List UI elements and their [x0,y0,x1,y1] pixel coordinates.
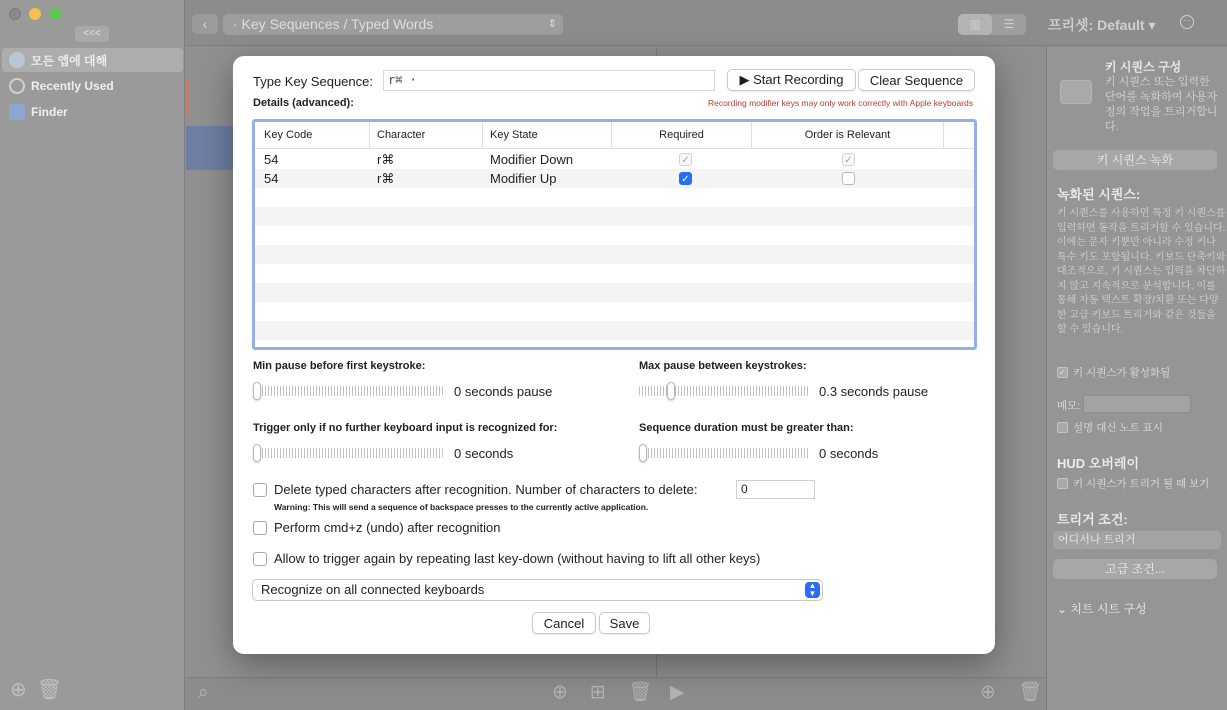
start-recording-button[interactable]: ▶ Start Recording [727,69,856,91]
cheatsheet-section[interactable] [1057,600,1147,617]
duration-value: 0 seconds [819,446,879,461]
column-key-state[interactable]: Key State [483,122,612,149]
hud-checkbox[interactable] [1057,476,1209,491]
list-view-icon[interactable]: ☰ [1003,17,1015,31]
cell-character: r⌘ [377,152,395,167]
checkbox-icon [1057,422,1068,433]
trigger-heading: 트리거 조건: [1057,512,1128,527]
min-pause-value: 0 seconds pause [454,384,553,399]
search-icon[interactable]: ⌕ [198,682,209,703]
duration-slider[interactable] [639,448,809,458]
key-sequence-icon [1060,80,1092,104]
add-app-icon[interactable]: ⊕ [10,679,27,701]
add-action-icon[interactable]: ⊕ [980,682,996,703]
table-row [255,302,974,321]
table-row [255,321,974,340]
sidebar [0,0,185,710]
undo-label: Perform cmd+z (undo) after recognition [274,520,501,535]
cheatsheet-label: 치트 시트 구성 [1070,602,1147,616]
max-pause-title: Max pause between keystrokes: [639,360,807,372]
key-sequence-field[interactable]: r⌘ · [383,70,715,91]
sidebar-item-finder[interactable] [2,100,183,124]
play-icon[interactable]: ▶ [670,682,685,703]
cell-character: r⌘ [377,171,395,186]
trigger-only-slider[interactable] [253,448,443,458]
allow-repeat-label: Allow to trigger again by repeating last key-down (without having to lift all other keys) [274,551,761,566]
view-toggle[interactable] [958,14,1026,35]
save-button[interactable]: Save [599,612,650,634]
order-relevant-checkbox[interactable] [842,172,855,185]
cell-key-state: Modifier Down [490,152,574,167]
required-checkbox: ✓ [679,153,692,166]
trigger-only-value: 0 seconds [454,446,514,461]
column-required[interactable]: Required [612,122,752,149]
recorded-heading: 녹화된 시퀀스: [1057,187,1141,202]
list-row-accent [186,80,190,116]
config-panel [1046,47,1227,710]
delete-action-icon[interactable]: 🗑 [1018,682,1043,703]
sequence-table[interactable] [252,119,977,350]
selected-trigger-row[interactable] [186,126,236,170]
checkbox-icon [253,483,267,497]
back-button[interactable]: ‹ [192,14,218,34]
table-row[interactable] [255,150,974,169]
sidebar-footer [10,677,62,702]
type-key-sequence-label: Type Key Sequence: [253,74,373,89]
keyboard-select-label: Recognize on all connected keyboards [261,582,485,597]
checkbox-icon [1057,478,1068,489]
preset-menu[interactable]: 프리셋: Default ▾ [1048,17,1156,33]
chevron-updown-icon: ⇕ [547,18,557,30]
cell-key-state: Modifier Up [490,171,557,186]
window-controls [9,8,61,20]
trigger-group-select[interactable] [223,14,563,35]
duration-title: Sequence duration must be greater than: [639,422,854,434]
zoom-window-button[interactable] [49,8,61,20]
sidebar-item-label: Finder [31,105,68,119]
enabled-checkbox[interactable] [1057,365,1170,380]
keyboard-select[interactable] [252,579,823,601]
finder-icon [9,104,25,120]
max-pause-slider[interactable] [639,386,809,396]
table-row[interactable] [255,169,974,188]
memo-field[interactable] [1083,395,1191,413]
cell-key-code: 54 [264,152,279,167]
modifier-warning: Recording modifier keys may only work correctly with Apple keyboards [707,98,973,108]
key-sequence-sheet [233,56,995,654]
sidebar-item-all-apps[interactable] [2,48,183,72]
table-header [255,122,974,149]
slider-knob[interactable] [667,382,675,400]
config-description: 키 시퀀스 또는 입력한 단어를 녹화하여 사용자 정의 작업을 트리거합니다. [1105,76,1218,133]
slider-knob[interactable] [639,444,647,462]
delete-count-field[interactable]: 0 [736,480,815,499]
min-pause-title: Min pause before first keystroke: [253,360,426,372]
delete-typed-label: Delete typed characters after recognition. Number of characters to delete: [274,482,698,497]
clear-sequence-button[interactable]: Clear Sequence [858,69,975,91]
table-row [255,245,974,264]
sidebar-item-label: Recently Used [31,79,114,93]
sidebar-item-label: 모든 앱에 대해 [31,53,108,68]
advanced-conditions-button[interactable]: 고급 조건... [1053,559,1217,579]
table-row [255,207,974,226]
cell-key-code: 54 [264,171,279,186]
record-sequence-button[interactable]: 키 시퀀스 녹화 [1053,150,1217,170]
chevron-down-icon: ⌄ [1057,602,1071,616]
sidebar-item-recently-used[interactable] [2,74,183,98]
table-row [255,264,974,283]
add-folder-icon[interactable]: ⊞ [590,682,606,703]
column-key-code[interactable]: Key Code [255,122,370,149]
minimize-window-button[interactable] [29,8,41,20]
note-checkbox[interactable] [1057,420,1163,435]
required-checkbox[interactable]: ✓ [679,172,692,185]
column-order-relevant[interactable]: Order is Relevant [752,122,944,149]
group-select-label: · Key Sequences / Typed Words [233,16,434,32]
cancel-button[interactable]: Cancel [532,612,596,634]
checkbox-icon [253,521,267,535]
hud-heading: HUD 오버레이 [1057,456,1140,471]
table-row [255,188,974,207]
recorded-description: 키 시퀀스를 사용하면 특정 키 시퀀스를 입력하면 동작을 트리거할 수 있습니다. 이에는 문자 키뿐만 아니라 수정 키나 특수 키도 포함됩니다. 키보드 단축키와 대조적으로, 키 시퀀스는 입력을 차단하지 않고 지속적으로 분석합니다. 이를 통해 자동 텍스트 확장/치환 또는 다양한 고급 키보드 트리거와 같은 것들을 할 수 있습니다. [1057,208,1226,335]
undo-checkbox[interactable] [253,520,501,535]
clock-icon [9,78,25,94]
columns-view-icon[interactable]: ▥ [958,14,992,35]
more-options-icon[interactable]: ··· [1180,15,1194,29]
backspace-warning: Warning: This will send a sequence of backspace presses to the currently active application. [274,502,649,512]
column-character[interactable]: Character [370,122,483,149]
table-row [255,283,974,302]
table-row [255,226,974,245]
allow-repeat-checkbox[interactable] [253,551,760,566]
trash-icon[interactable]: 🗑 [36,679,63,701]
slider-knob[interactable] [253,382,261,400]
delete-typed-checkbox[interactable] [253,482,697,497]
hud-checkbox-label: 키 시퀀스가 트리거 될 때 보기 [1073,478,1210,490]
chevron-updown-icon: ▲ ▼ [805,582,820,598]
order-relevant-checkbox: ✓ [842,153,855,166]
trigger-condition-select[interactable]: 어디서나 트리거 [1053,531,1221,549]
enabled-checkbox-label: 키 시퀀스가 활성화됨 [1073,367,1171,379]
min-pause-slider[interactable] [253,386,443,396]
config-title: 키 시퀀스 구성 [1105,60,1182,74]
globe-icon [9,52,25,68]
collapse-sidebar-button[interactable]: <<< [75,26,109,42]
checkbox-icon: ✓ [1058,367,1067,377]
checkbox-icon [253,552,267,566]
close-window-button[interactable] [9,8,21,20]
trigger-only-title: Trigger only if no further keyboard input is recognized for: [253,422,558,434]
slider-knob[interactable] [253,444,261,462]
note-checkbox-label: 설명 대신 노트 표시 [1073,422,1163,434]
memo-label: 메모: [1057,400,1081,412]
details-label: Details (advanced): [253,97,354,109]
delete-trigger-icon[interactable]: 🗑 [628,682,653,703]
max-pause-value: 0.3 seconds pause [819,384,929,399]
add-trigger-icon[interactable]: ⊕ [552,682,568,703]
